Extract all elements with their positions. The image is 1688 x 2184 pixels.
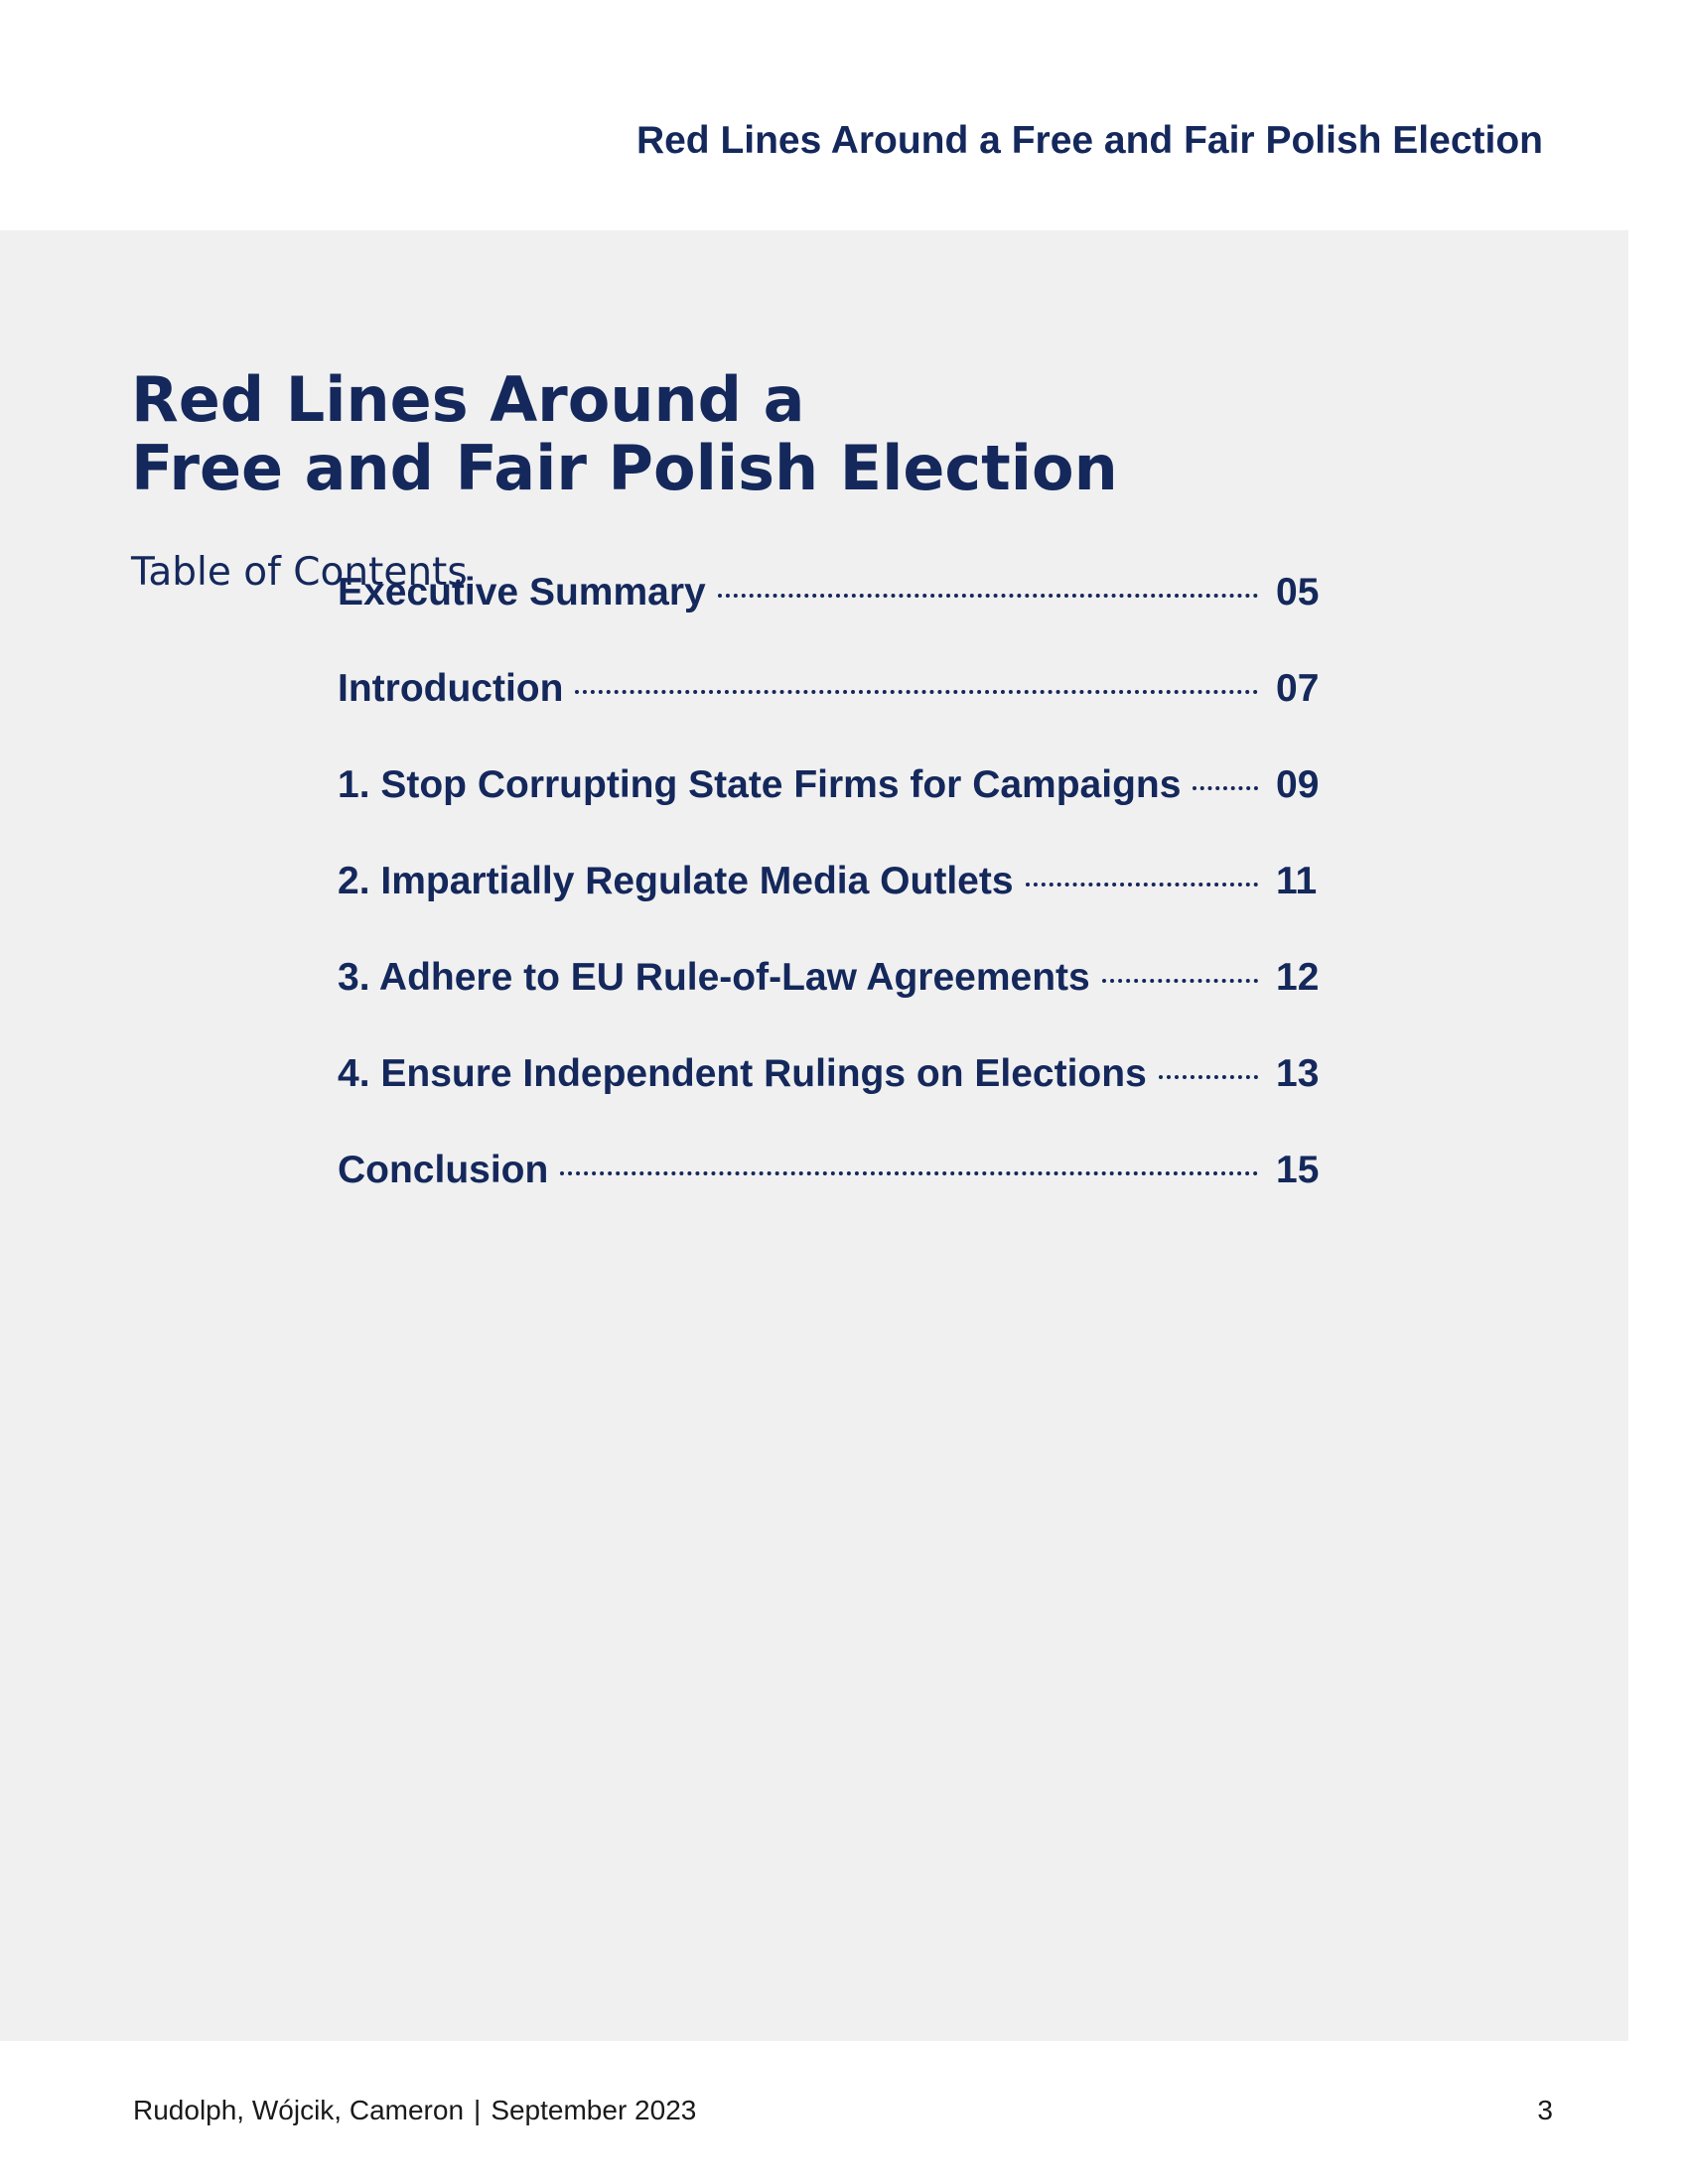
toc-entry-label: 4. Ensure Independent Rulings on Elections [338, 1052, 1147, 1095]
footer-credits [133, 2095, 696, 2126]
toc-entry-label: Executive Summary [338, 571, 706, 614]
toc-entry-page: 07 [1276, 667, 1320, 710]
page-number: 3 [1537, 2095, 1553, 2125]
toc-entry-page: 15 [1276, 1149, 1320, 1191]
toc-dot-leader [718, 594, 1258, 598]
toc-entry-executive-summary[interactable] [338, 571, 1345, 667]
toc-entry-section-2[interactable] [338, 860, 1345, 956]
toc-dot-leader [1159, 1075, 1258, 1079]
toc-entry-page: 09 [1276, 763, 1320, 806]
footer-authors: Rudolph, Wójcik, Cameron [133, 2095, 465, 2125]
toc-dot-leader [575, 690, 1258, 694]
toc-entry-conclusion[interactable] [338, 1149, 1345, 1245]
toc-entry-page: 05 [1276, 571, 1320, 614]
toc-heading: Table of Contents [131, 550, 468, 595]
toc-entry-section-1[interactable] [338, 763, 1345, 860]
running-header: Red Lines Around a Free and Fair Polish Election [635, 119, 1543, 162]
footer-date: September 2023 [491, 2095, 697, 2125]
toc-entry-label: Conclusion [338, 1149, 549, 1191]
toc-entry-label: Introduction [338, 667, 564, 710]
toc-dot-leader [1193, 786, 1258, 790]
toc-entry-page: 11 [1276, 860, 1318, 902]
toc-entry-label: 2. Impartially Regulate Media Outlets [338, 860, 1014, 902]
toc-entry-introduction[interactable] [338, 667, 1345, 763]
title-line-1: Red Lines Around a [131, 363, 805, 436]
toc-entry-section-3[interactable] [338, 956, 1345, 1052]
document-title [131, 365, 1118, 502]
toc-dot-leader [1102, 979, 1258, 983]
toc-entry-page: 13 [1276, 1052, 1320, 1095]
toc-dot-leader [560, 1171, 1258, 1175]
toc-dot-leader [1026, 883, 1258, 887]
toc-entry-label: 3. Adhere to EU Rule-of-Law Agreements [338, 956, 1090, 999]
footer-separator: | [474, 2095, 482, 2125]
title-line-2: Free and Fair Polish Election [131, 432, 1118, 504]
toc-entry-label: 1. Stop Corrupting State Firms for Campaigns [338, 763, 1182, 806]
table-of-contents [338, 571, 1345, 1245]
toc-entry-page: 12 [1276, 956, 1320, 999]
toc-entry-section-4[interactable] [338, 1052, 1345, 1149]
